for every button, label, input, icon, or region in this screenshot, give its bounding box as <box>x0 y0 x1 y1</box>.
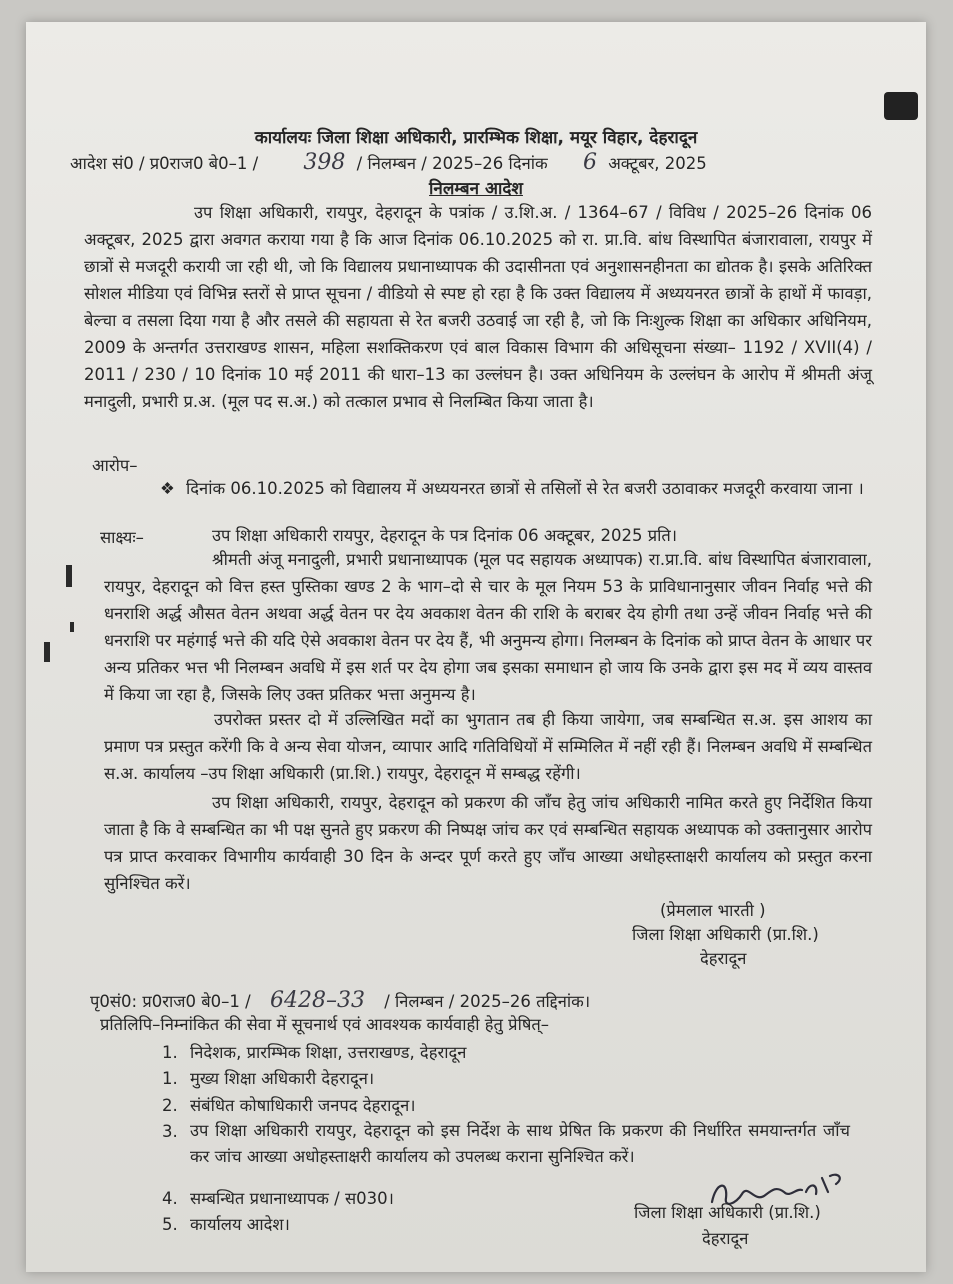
scan-mark <box>44 642 50 662</box>
order-document <box>26 22 926 1272</box>
scan-mark <box>66 565 72 587</box>
copy-item-text: मुख्य शिक्षा अधिकारी देहरादून। <box>190 1069 375 1088</box>
order-date-rest: अक्टूबर, 2025 <box>608 154 707 173</box>
copy-item-num: 5. <box>162 1215 178 1234</box>
charge-label: आरोप– <box>92 456 138 475</box>
order-number: 398 <box>303 150 346 175</box>
charge-text: दिनांक 06.10.2025 को विद्यालय में अध्ययनरत छात्रों से तसिलों से रेत बजरी उठावाकर मजदूरी करवाया जाना । <box>186 479 864 498</box>
evidence-text: उप शिक्षा अधिकारी रायपुर, देहरादून के पत्र दिनांक 06 अक्टूबर, 2025 प्रति। <box>212 526 678 545</box>
copy-ref-prefix: पृ0सं0: प्र0राज0 बे0–1 / <box>90 992 251 1011</box>
copy-ref-line <box>90 990 590 1012</box>
copy-ref-number: 6428–33 <box>269 988 365 1013</box>
evidence-label: साक्ष्यः– <box>100 528 144 547</box>
paragraph-3: उपरोक्त प्रस्तर दो में उल्लिखित मदों का भुगतान तब ही किया जायेगा, जब सम्बन्धित स.अ. इस आशय का प्रमाण पत्र प्रस्तुत करेंगी कि वे अन्य सेवा योजन, व्यापार आदि गतिविधियों में सम्मिलित में नहीं रही हैं। निलम्बन अवधि में सम्बन्धित स.अ. कार्यालय –उप शिक्षा अधिकारी (प्रा.शि.) रायपुर, देहरादून में सम्बद्ध रहेंगी। <box>104 710 872 783</box>
copy-item-text: निदेशक, प्रारम्भिक शिक्षा, उत्तराखण्ड, देहरादून <box>190 1043 467 1062</box>
copy-intro: प्रतिलिपि–निम्नांकित की सेवा में सूचनार्थ एवं आवश्यक कार्यवाही हेतु प्रेषित्– <box>100 1015 550 1034</box>
signatory-name: (प्रेमलाल भारती ) <box>660 901 766 920</box>
order-prefix: आदेश सं0 / प्र0राज0 बे0–1 / <box>70 154 259 173</box>
paragraph-1: उप शिक्षा अधिकारी, रायपुर, देहरादून के पत्रांक / उ.शि.अ. / 1364–67 / विविध / 2025–26 दिनांक 06 अक्टूबर, 2025 द्वारा अवगत कराया गया है कि आज दिनांक 06.10.2025 को रा. प्रा.वि. बांध विस्थापित बंजारावाला, रायपुर में छात्रों से मजदूरी करायी जा रही थी, जो कि विद्यालय प्रधानाध्यापक की उदासीनता एवं अनुशासनहीनता का द्योतक है। इसके अतिरिक्त सोशल मीडिया एवं विभिन्न स्तरों से प्राप्त सूचना / वीडियो से स्पष्ट हो रहा है कि उक्त विद्यालय में अध्ययनरत छात्रों के हाथों में फावड़ा, बेल्चा व तसला दिया गया है और तसले की सहायता से रेत बजरी उठवाई जा रही है, जो कि निःशुल्क शिक्षा का अधिकार अधिनियम, 2009 के अन्तर्गत उत्तराखण्ड शासन, महिला सशक्तिकरण एवं बाल विकास विभाग की अधिसूचना संख्या– 1192 / XVII(4) / 2011 / 230 / 10 दिनांक 10 मई 2011 की धारा–13 का उल्लंघन है। उक्त अधिनियम के उल्लंघन के आरोप में श्रीमती अंजू मनादुली, प्रभारी प्र.अ. (मूल पद स.अ.) को तत्काल प्रभाव से निलम्बित किया जाता है। <box>84 203 872 411</box>
copy-item-text: संबंधित कोषाधिकारी जनपद देहरादून। <box>190 1096 416 1115</box>
copy-item-text: उप शिक्षा अधिकारी रायपुर, देहरादून को इस निर्देश के साथ प्रेषित कि प्रकरण की निर्धारित समयान्तर्गत जाँच कर जांच आख्या अधोहस्ताक्षरी कार्यालय को उपलब्ध कराना सुनिश्चित करें। <box>190 1121 850 1166</box>
copy-item-text: सम्बन्धित प्रधानाध्यापक / स030। <box>190 1189 394 1208</box>
copy-ref-suffix: / निलम्बन / 2025–26 तद्दिनांक। <box>384 992 591 1011</box>
order-ref-line <box>70 152 707 174</box>
bullet-icon: ❖ <box>160 479 175 498</box>
order-date-day: 6 <box>582 150 597 175</box>
scan-mark <box>70 622 74 632</box>
order-title: निलम्बन आदेश <box>429 179 523 199</box>
copy-item-num: 2. <box>162 1096 178 1115</box>
copy-item-num: 3. <box>162 1122 178 1141</box>
copy-signatory-place: देहरादून <box>702 1229 749 1248</box>
copy-item-num: 1. <box>162 1069 178 1088</box>
office-heading: कार्यालयः जिला शिक्षा अधिकारी, प्रारम्भिक शिक्षा, मयूर विहार, देहरादून <box>254 128 698 148</box>
signatory-place: देहरादून <box>700 949 747 968</box>
paragraph-2: श्रीमती अंजू मनादुली, प्रभारी प्रधानाध्यापक (मूल पद सहायक अध्यापक) रा.प्रा.वि. बांध विस्थापित बंजारावाला, रायपुर, देहरादून को वित्त हस्त पुस्तिका खण्ड 2 के भाग–दो से चार के मूल नियम 53 के प्राविधानानुसार जीवन निर्वाह भत्ते की धनराशि अर्द्ध औसत वेतन अथवा अर्द्ध वेतन पर देय अवकाश वेतन की राशि के बराबर देय होगी तथा उन्हें जीवन निर्वाह भत्ते की धनराशि पर महंगाई भत्ते की यदि ऐसे अवकाश वेतन पर देय हैं, भी अनुमन्य होगा। निलम्बन के दिनांक को प्राप्त वेतन के आधार पर अन्य प्रतिकर भत्त भी निलम्बन अवधि में इस शर्त पर देय होगा जब इसका समाधान हो जाय कि उनके द्वारा इस मद में व्यय वास्तव में किया जा रहा है, जिसके लिए उक्त प्रतिकर भत्ता अनुमन्य है। <box>104 550 872 704</box>
copy-signatory-designation: जिला शिक्षा अधिकारी (प्रा.शि.) <box>634 1203 821 1222</box>
scan-mark <box>884 92 918 120</box>
signatory-designation: जिला शिक्षा अधिकारी (प्रा.शि.) <box>632 925 819 944</box>
copy-item-text: कार्यालय आदेश। <box>190 1215 290 1234</box>
copy-item-num: 4. <box>162 1189 178 1208</box>
copy-item-num: 1. <box>162 1043 178 1062</box>
order-suffix: / निलम्बन / 2025–26 दिनांक <box>356 154 548 173</box>
paragraph-4: उप शिक्षा अधिकारी, रायपुर, देहरादून को प्रकरण की जाँच हेतु जांच अधिकारी नामित करते हुए निर्देशित किया जाता है कि वे सम्बन्धित का भी पक्ष सुनते हुए प्रकरण की निष्पक्ष जांच कर एवं सम्बन्धित सहायक अध्यापक को उक्तानुसार आरोप पत्र प्राप्त करवाकर विभागीय कार्यवाही 30 दिन के अन्दर पूर्ण करते हुए जाँच आख्या अधोहस्ताक्षरी कार्यालय को प्रस्तुत करना सुनिश्चित करें। <box>104 793 872 893</box>
